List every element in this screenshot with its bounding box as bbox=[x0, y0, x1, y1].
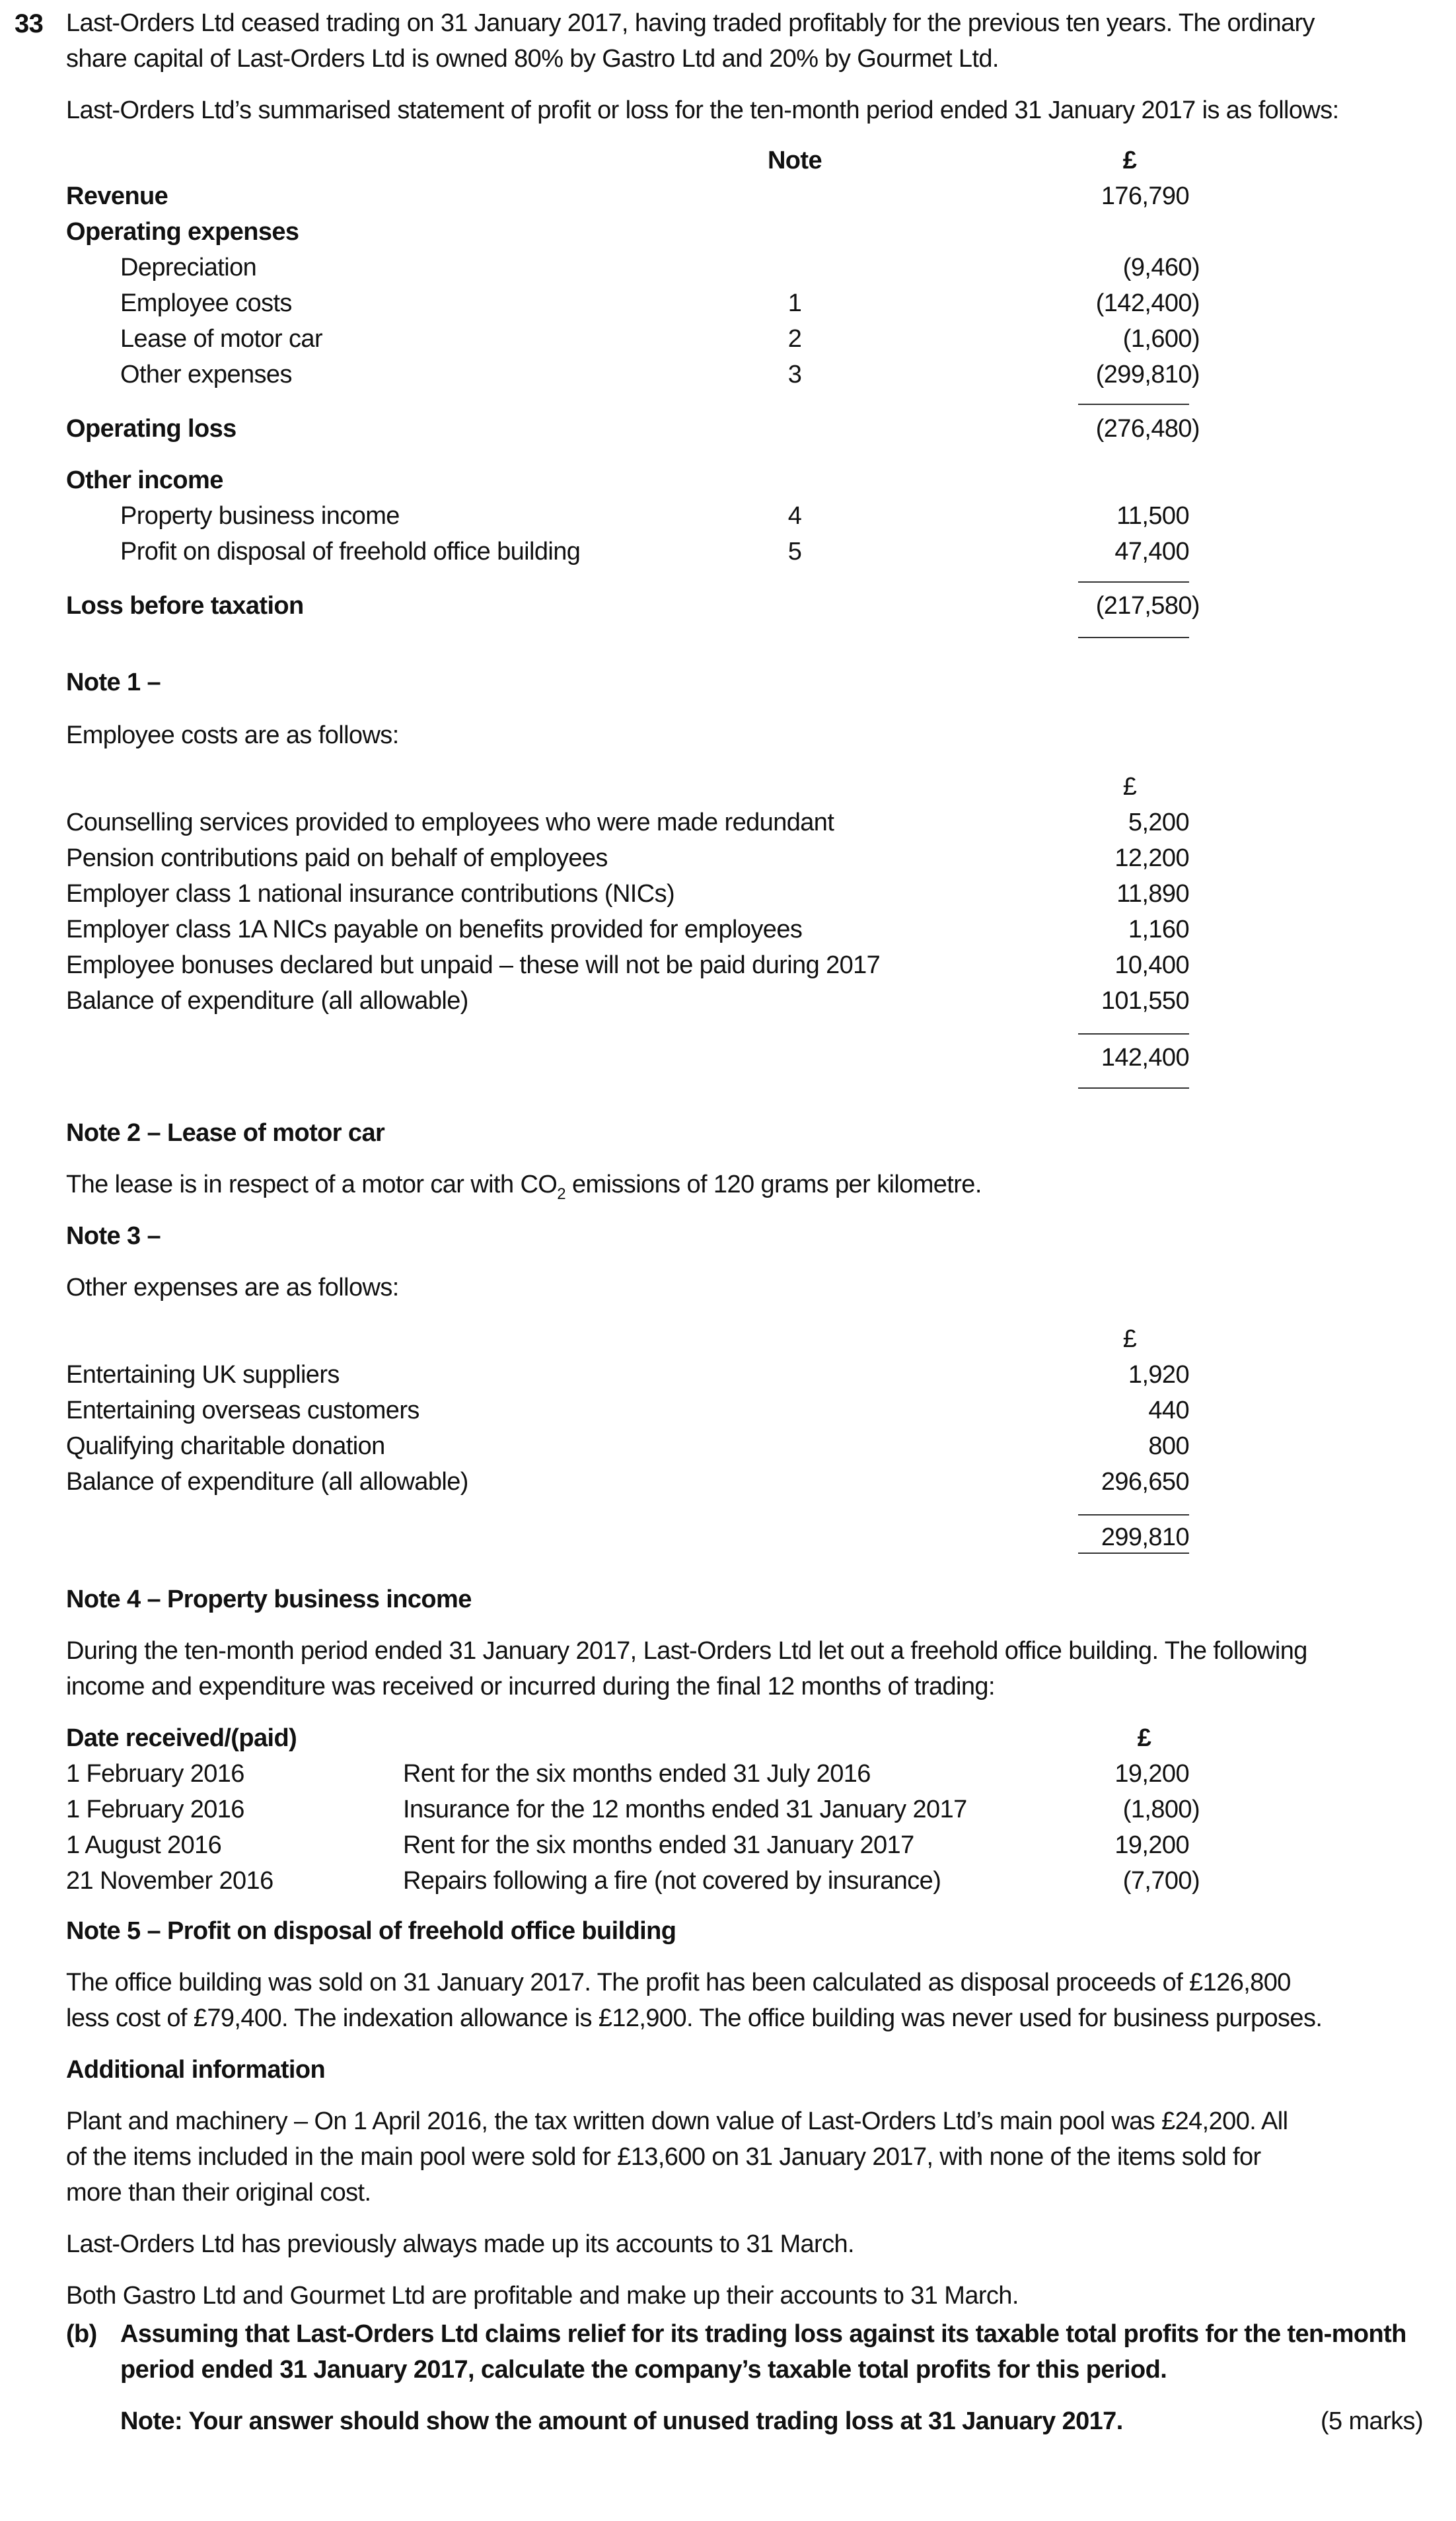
item-amount: 11,890 bbox=[1116, 880, 1189, 908]
column-header-pound: £ bbox=[1122, 147, 1137, 174]
question-number: 33 bbox=[15, 9, 44, 38]
cell-description: Insurance for the 12 months ended 31 January 2017 bbox=[403, 1796, 967, 1823]
statement-row bbox=[0, 538, 1456, 573]
statement-row-operating-loss bbox=[0, 415, 1456, 451]
part-b-label: (b) bbox=[66, 2320, 97, 2348]
row-amount: (217,580) bbox=[1095, 592, 1200, 620]
item-amount: 5,200 bbox=[1128, 809, 1189, 836]
item-amount: 1,920 bbox=[1128, 1361, 1189, 1389]
part-b-note: Note: Your answer should show the amount of unused trading loss at 31 January 2017. bbox=[120, 2407, 1123, 2435]
note-5-text-line-2: less cost of £79,400. The indexation allowance is £12,900. The office building was never used for business purposes. bbox=[66, 2004, 1323, 2032]
note-5-heading: Note 5 – Profit on disposal of freehold office building bbox=[66, 1917, 676, 1945]
group-companies-text: Both Gastro Ltd and Gourmet Ltd are profitable and make up their accounts to 31 March. bbox=[66, 2282, 1019, 2310]
column-header-note: Note bbox=[767, 147, 822, 174]
column-header-pound: £ bbox=[1122, 773, 1137, 801]
item-label: Balance of expenditure (all allowable) bbox=[66, 1468, 468, 1496]
note-3-heading: Note 3 – bbox=[66, 1222, 161, 1250]
note-4-heading: Note 4 – Property business income bbox=[66, 1586, 472, 1613]
statement-row bbox=[0, 325, 1456, 361]
row-label: Depreciation bbox=[120, 254, 257, 281]
statement-row bbox=[0, 254, 1456, 289]
cell-amount: (7,700) bbox=[1122, 1867, 1200, 1895]
list-item bbox=[0, 1361, 1456, 1397]
cell-amount: (1,800) bbox=[1122, 1796, 1200, 1823]
statement-row-loss-before-tax bbox=[0, 592, 1456, 628]
cell-amount: 19,200 bbox=[1114, 1760, 1189, 1788]
subtotal-rule bbox=[1078, 404, 1189, 405]
note-1-total bbox=[0, 1044, 1456, 1079]
cell-description: Rent for the six months ended 31 January 2017 bbox=[403, 1831, 914, 1859]
table-row bbox=[0, 1831, 1456, 1867]
row-amount: 176,790 bbox=[1101, 182, 1189, 210]
list-item bbox=[0, 1468, 1456, 1504]
row-amount: (1,600) bbox=[1122, 325, 1200, 353]
row-note: 4 bbox=[787, 502, 802, 530]
total-rule bbox=[1078, 1553, 1189, 1554]
list-item bbox=[0, 1397, 1456, 1432]
total-rule bbox=[1078, 637, 1189, 638]
total-amount: 142,400 bbox=[1101, 1044, 1189, 1072]
note-5-text-line-1: The office building was sold on 31 January 2017. The profit has been calculated as disposal proceeds of £126,800 bbox=[66, 1969, 1291, 1996]
item-amount: 296,650 bbox=[1101, 1468, 1189, 1496]
statement-intro: Last-Orders Ltd’s summarised statement of profit or loss for the ten-month period ended 31 January 2017 is as follows: bbox=[66, 96, 1339, 124]
note-2-text bbox=[66, 1171, 982, 1203]
note-1-intro: Employee costs are as follows: bbox=[66, 721, 399, 749]
list-item bbox=[0, 880, 1456, 916]
row-label: Employee costs bbox=[120, 289, 292, 317]
list-item bbox=[0, 987, 1456, 1023]
item-amount: 1,160 bbox=[1128, 916, 1189, 943]
item-label: Employer class 1A NICs payable on benefits provided for employees bbox=[66, 916, 803, 943]
list-item bbox=[0, 844, 1456, 880]
item-amount: 440 bbox=[1148, 1397, 1189, 1424]
intro-line-2: share capital of Last-Orders Ltd is owned 80% by Gastro Ltd and 20% by Gourmet Ltd. bbox=[66, 45, 999, 73]
other-income-heading: Other income bbox=[66, 466, 223, 494]
note-2-heading: Note 2 – Lease of motor car bbox=[66, 1119, 385, 1147]
part-b-line-1: Assuming that Last-Orders Ltd claims relief for its trading loss against its taxable total profits for the ten-month bbox=[120, 2320, 1406, 2348]
row-label: Lease of motor car bbox=[120, 325, 323, 353]
item-label: Counselling services provided to employees who were made redundant bbox=[66, 809, 834, 836]
list-item bbox=[0, 951, 1456, 987]
note-2-text-before: The lease is in respect of a motor car with CO bbox=[66, 1171, 558, 1198]
row-label: Revenue bbox=[66, 182, 168, 210]
row-amount: (299,810) bbox=[1095, 361, 1200, 388]
item-label: Balance of expenditure (all allowable) bbox=[66, 987, 468, 1015]
note-2-text-after: emissions of 120 grams per kilometre. bbox=[565, 1171, 982, 1198]
statement-row-revenue bbox=[0, 182, 1456, 218]
row-note: 5 bbox=[787, 538, 802, 566]
item-amount: 101,550 bbox=[1101, 987, 1189, 1015]
row-note: 1 bbox=[787, 289, 802, 317]
statement-row bbox=[0, 502, 1456, 538]
statement-row bbox=[0, 289, 1456, 325]
intro-line-1: Last-Orders Ltd ceased trading on 31 January 2017, having traded profitably for the previous ten years. The ordinary bbox=[66, 9, 1315, 37]
cell-date: 1 February 2016 bbox=[66, 1796, 244, 1823]
marks-label: (5 marks) bbox=[1320, 2407, 1423, 2435]
total-amount: 299,810 bbox=[1101, 1523, 1189, 1551]
subtotal-rule bbox=[1078, 581, 1189, 583]
cell-date: 1 February 2016 bbox=[66, 1760, 244, 1788]
accounts-date-text: Last-Orders Ltd has previously always made up its accounts to 31 March. bbox=[66, 2230, 854, 2258]
cell-date: 21 November 2016 bbox=[66, 1867, 273, 1895]
row-amount: (9,460) bbox=[1122, 254, 1200, 281]
item-label: Pension contributions paid on behalf of employees bbox=[66, 844, 608, 872]
table-row bbox=[0, 1760, 1456, 1796]
list-item bbox=[0, 809, 1456, 844]
item-label: Entertaining overseas customers bbox=[66, 1397, 419, 1424]
row-label: Profit on disposal of freehold office building bbox=[120, 538, 581, 566]
subtotal-rule bbox=[1078, 1514, 1189, 1516]
row-note: 3 bbox=[787, 361, 802, 388]
plant-machinery-line-2: of the items included in the main pool were sold for £13,600 on 31 January 2017, with none of the items sold for bbox=[66, 2143, 1261, 2171]
item-label: Employer class 1 national insurance contributions (NICs) bbox=[66, 880, 675, 908]
row-amount: 47,400 bbox=[1114, 538, 1189, 566]
co2-subscript: 2 bbox=[557, 1185, 566, 1203]
row-amount: (142,400) bbox=[1095, 289, 1200, 317]
additional-info-heading: Additional information bbox=[66, 2056, 326, 2084]
list-item bbox=[0, 916, 1456, 951]
row-label: Other expenses bbox=[120, 361, 292, 388]
plant-machinery-line-3: more than their original cost. bbox=[66, 2179, 371, 2207]
item-label: Qualifying charitable donation bbox=[66, 1432, 385, 1460]
operating-expenses-heading: Operating expenses bbox=[66, 218, 299, 246]
total-rule bbox=[1078, 1087, 1189, 1089]
cell-amount: 19,200 bbox=[1114, 1831, 1189, 1859]
cell-description: Rent for the six months ended 31 July 2016 bbox=[403, 1760, 871, 1788]
table-row bbox=[0, 1796, 1456, 1831]
item-label: Entertaining UK suppliers bbox=[66, 1361, 340, 1389]
item-label: Employee bonuses declared but unpaid – these will not be paid during 2017 bbox=[66, 951, 881, 979]
row-amount: 11,500 bbox=[1116, 502, 1189, 530]
list-item bbox=[0, 1432, 1456, 1468]
item-amount: 12,200 bbox=[1114, 844, 1189, 872]
note-1-heading: Note 1 – bbox=[66, 669, 161, 696]
row-amount: (276,480) bbox=[1095, 415, 1200, 443]
column-header-pound: £ bbox=[1122, 1325, 1137, 1353]
item-amount: 10,400 bbox=[1114, 951, 1189, 979]
cell-date: 1 August 2016 bbox=[66, 1831, 222, 1859]
row-label: Loss before taxation bbox=[66, 592, 304, 620]
row-label: Operating loss bbox=[66, 415, 237, 443]
note-3-intro: Other expenses are as follows: bbox=[66, 1274, 399, 1301]
cell-description: Repairs following a fire (not covered by insurance) bbox=[403, 1867, 941, 1895]
part-b-line-2: period ended 31 January 2017, calculate the company’s taxable total profits for this period. bbox=[120, 2356, 1167, 2384]
note-3-total bbox=[0, 1523, 1456, 1559]
note-4-text-line-1: During the ten-month period ended 31 January 2017, Last-Orders Ltd let out a freehold office building. The following bbox=[66, 1637, 1307, 1665]
column-header-date: Date received/(paid) bbox=[66, 1724, 297, 1752]
item-amount: 800 bbox=[1148, 1432, 1189, 1460]
column-header-pound: £ bbox=[1137, 1724, 1151, 1752]
row-label: Property business income bbox=[120, 502, 400, 530]
note-4-text-line-2: income and expenditure was received or incurred during the final 12 months of trading: bbox=[66, 1673, 995, 1700]
plant-machinery-line-1: Plant and machinery – On 1 April 2016, the tax written down value of Last-Orders Ltd’s main pool was £24,200. All bbox=[66, 2107, 1288, 2135]
table-row bbox=[0, 1867, 1456, 1903]
row-note: 2 bbox=[787, 325, 802, 353]
subtotal-rule bbox=[1078, 1033, 1189, 1035]
statement-row bbox=[0, 361, 1456, 396]
